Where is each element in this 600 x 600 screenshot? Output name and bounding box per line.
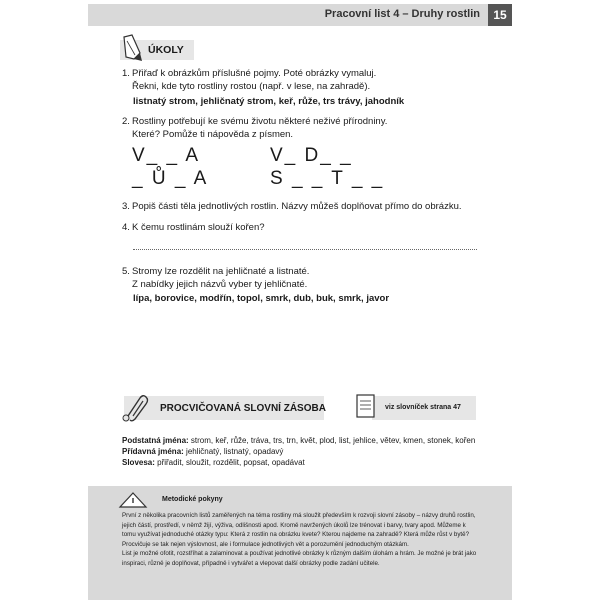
notebook-icon [355,392,377,420]
word-puzzle-4: S _ _ T _ _ [270,168,385,189]
vocab-adjectives: Přídavná jména: jehličnatý, listnatý, opadavý [122,447,284,456]
dictionary-ref: viz slovníček strana 47 [385,404,461,411]
method-text: První z několika pracovních listů zaměřených na téma rostliny má sloužit především k rozvoji slovní zásoby – názvy druhů rostlin, jejich částí, prostředí, v němž žijí, výživa, odlišnosti apod. Kromě navržených úkolů lze trénovat i barvy, tvary apod. Můžeme k tomu využívat jednoduché otázky typu: Která z rostlin na obrázku kvete? Kterou najdeme na zahradě? Která může růst v bytě? Procvičuje se tak nejen výslovnost, ale i formulace jednotlivých vět a porozumění jednoduchým otázkám. List je možné ofotit, rozstříhat a zalaminovat a používat jednotlivé obrázky k různým dalším úlohám a hrám. Je možné je brát jako inspiraci, různě je doplňovat, případně i vytvářet a vlepovat další obrázky podle zadání učitele. [122,512,477,567]
answer-line[interactable] [133,249,477,250]
worksheet-title: Pracovní list 4 – Druhy rostlin [324,8,480,20]
page-header [88,4,488,26]
task-5: 5. Stromy lze rozdělit na jehličnaté a listnaté. Z nabídky jejich názvů vyber ty jehličnaté. [122,266,310,290]
vocab-heading: PROCVIČOVANÁ SLOVNÍ ZÁSOBA [160,403,326,414]
task-3: 3. Popiš části těla jednotlivých rostlin. Názvy můžeš doplňovat přímo do obrázku. [122,201,462,212]
word-puzzle-2: V_ D_ _ [270,145,353,166]
method-title: Metodické pokyny [162,496,223,503]
vocab-verbs: Slovesa: přiřadit, sloužit, rozdělit, popsat, opadávat [122,458,305,467]
task-5-terms: lípa, borovice, modřín, topol, smrk, dub, buk, smrk, javor [133,293,390,304]
task-4: 4. K čemu rostlinám slouží kořen? [122,222,265,233]
word-puzzle-3: _ Ů _ A [132,168,209,189]
vocab-nouns: Podstatná jména: strom, keř, růže, tráva, trs, trn, květ, plod, list, jehlice, větev, kmen, stonek, kořen [122,436,476,445]
word-puzzle-1: V_ _ A [132,145,200,166]
page-number: 15 [488,4,512,26]
task-1-terms: listnatý strom, jehličnatý strom, keř, růže, trs trávy, jahodník [133,96,405,107]
warning-triangle-icon [118,491,148,509]
task-2: 2. Rostliny potřebují ke svému životu některé neživé přírodniny. Které? Pomůže ti nápověda z písmen. [122,116,388,140]
tasks-heading: ÚKOLY [148,44,184,56]
paperclip-icon [120,392,154,422]
pencil-icon [118,33,146,63]
task-1: 1. Přiřaď k obrázkům příslušné pojmy. Poté obrázky vymaluj. Řekni, kde tyto rostliny rostou (např. v lese, na zahradě). [122,68,377,92]
